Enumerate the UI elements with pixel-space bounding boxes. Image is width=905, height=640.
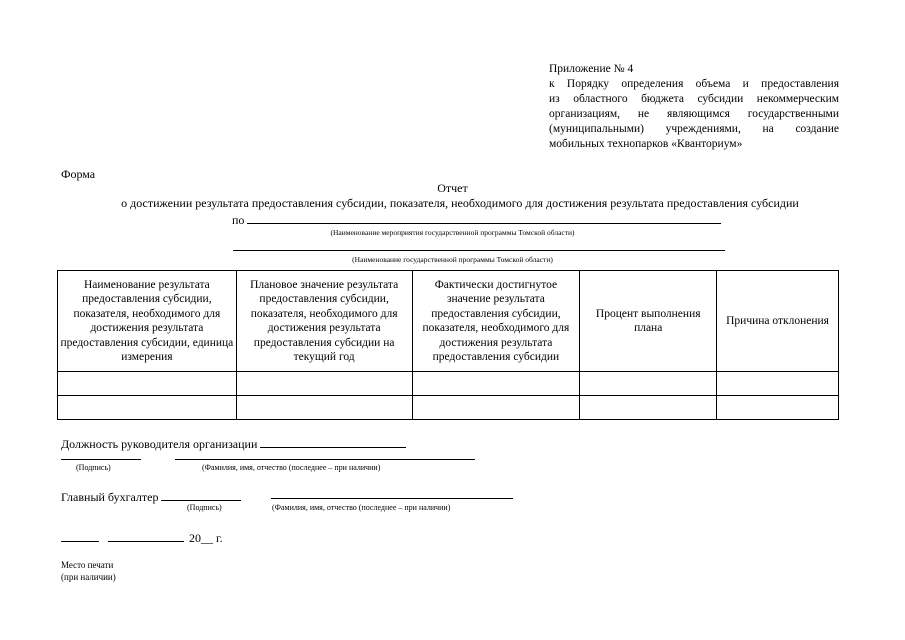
table-header-cell: Процент выполнения плана: [580, 271, 717, 372]
event-name-field[interactable]: [247, 212, 721, 224]
appendix-title: Приложение № 4: [549, 63, 634, 75]
appendix-text-line: (муниципальными) учреждениями, на создание: [549, 123, 839, 135]
table-cell[interactable]: [58, 372, 237, 396]
table-cell[interactable]: [236, 372, 412, 396]
accountant-signature-field[interactable]: [161, 489, 241, 501]
table-header-cell: Фактически достигнутое значение результата предоставления субсидии, показателя, необходимого для достижения результата предоставления субсидии: [412, 271, 580, 372]
table-header-cell: Плановое значение результата предоставления субсидии, показателя, необходимого для достижения результата предоставления субсидии на текущий год: [236, 271, 412, 372]
table-row: [58, 396, 839, 420]
po-label: по: [232, 213, 245, 227]
date-day-field[interactable]: [61, 530, 99, 542]
head-fio-caption: (Фамилия, имя, отчество (последнее – при наличии): [202, 463, 381, 472]
table-cell[interactable]: [236, 396, 412, 420]
accountant-fio-caption: (Фамилия, имя, отчество (последнее – при наличии): [272, 503, 451, 512]
head-signature-field[interactable]: [61, 449, 141, 460]
stamp-line: (при наличии): [61, 572, 116, 582]
table-row: [58, 372, 839, 396]
stamp-place: [61, 559, 116, 583]
accountant-fio-field[interactable]: [271, 488, 513, 499]
head-position-field[interactable]: [260, 436, 406, 448]
appendix-block: [549, 62, 839, 152]
table-cell[interactable]: [580, 372, 717, 396]
report-table: [57, 270, 839, 420]
appendix-text-line: мобильных технопарков «Кванториум»: [549, 138, 743, 150]
appendix-text-line: из областного бюджета субсидии некоммерческим: [549, 93, 839, 105]
table-header-cell: Причина отклонения: [717, 271, 839, 372]
accountant-label: Главный бухгалтер: [61, 490, 159, 504]
form-label: Форма: [61, 167, 96, 181]
appendix-text-line: организациям, не являющимся государственными: [549, 108, 839, 120]
program-name-field[interactable]: [233, 238, 725, 251]
table-cell[interactable]: [412, 372, 580, 396]
date-year: 20__ г.: [189, 531, 223, 545]
accountant-signature-caption: (Подпись): [187, 503, 222, 512]
table-cell[interactable]: [58, 396, 237, 420]
table-cell[interactable]: [717, 372, 839, 396]
head-signature-caption: (Подпись): [76, 463, 111, 472]
report-subtitle: о достижении результата предоставления субсидии, показателя, необходимого для достижения результата предоставления субсидии: [121, 196, 799, 210]
date-row: [61, 530, 223, 546]
table-cell[interactable]: [717, 396, 839, 420]
table-header-cell: Наименование результата предоставления субсидии, показателя, необходимого для достижения результата предоставления субсидии, единица измерения: [58, 271, 237, 372]
table-cell[interactable]: [412, 396, 580, 420]
head-fio-field[interactable]: [175, 449, 475, 460]
head-position-label: Должность руководителя организации: [61, 437, 258, 451]
table-header-row: [58, 271, 839, 372]
table-cell[interactable]: [580, 396, 717, 420]
event-caption: (Наименование мероприятия государственной программы Томской области): [330, 228, 575, 237]
date-month-field[interactable]: [108, 530, 184, 542]
report-title: Отчет: [437, 181, 468, 195]
stamp-line: Место печати: [61, 560, 114, 570]
po-row: [232, 212, 721, 228]
program-caption: (Наименование государственной программы Томской области): [352, 255, 553, 264]
appendix-text-line: к Порядку определения объема и предоставления: [549, 78, 839, 90]
